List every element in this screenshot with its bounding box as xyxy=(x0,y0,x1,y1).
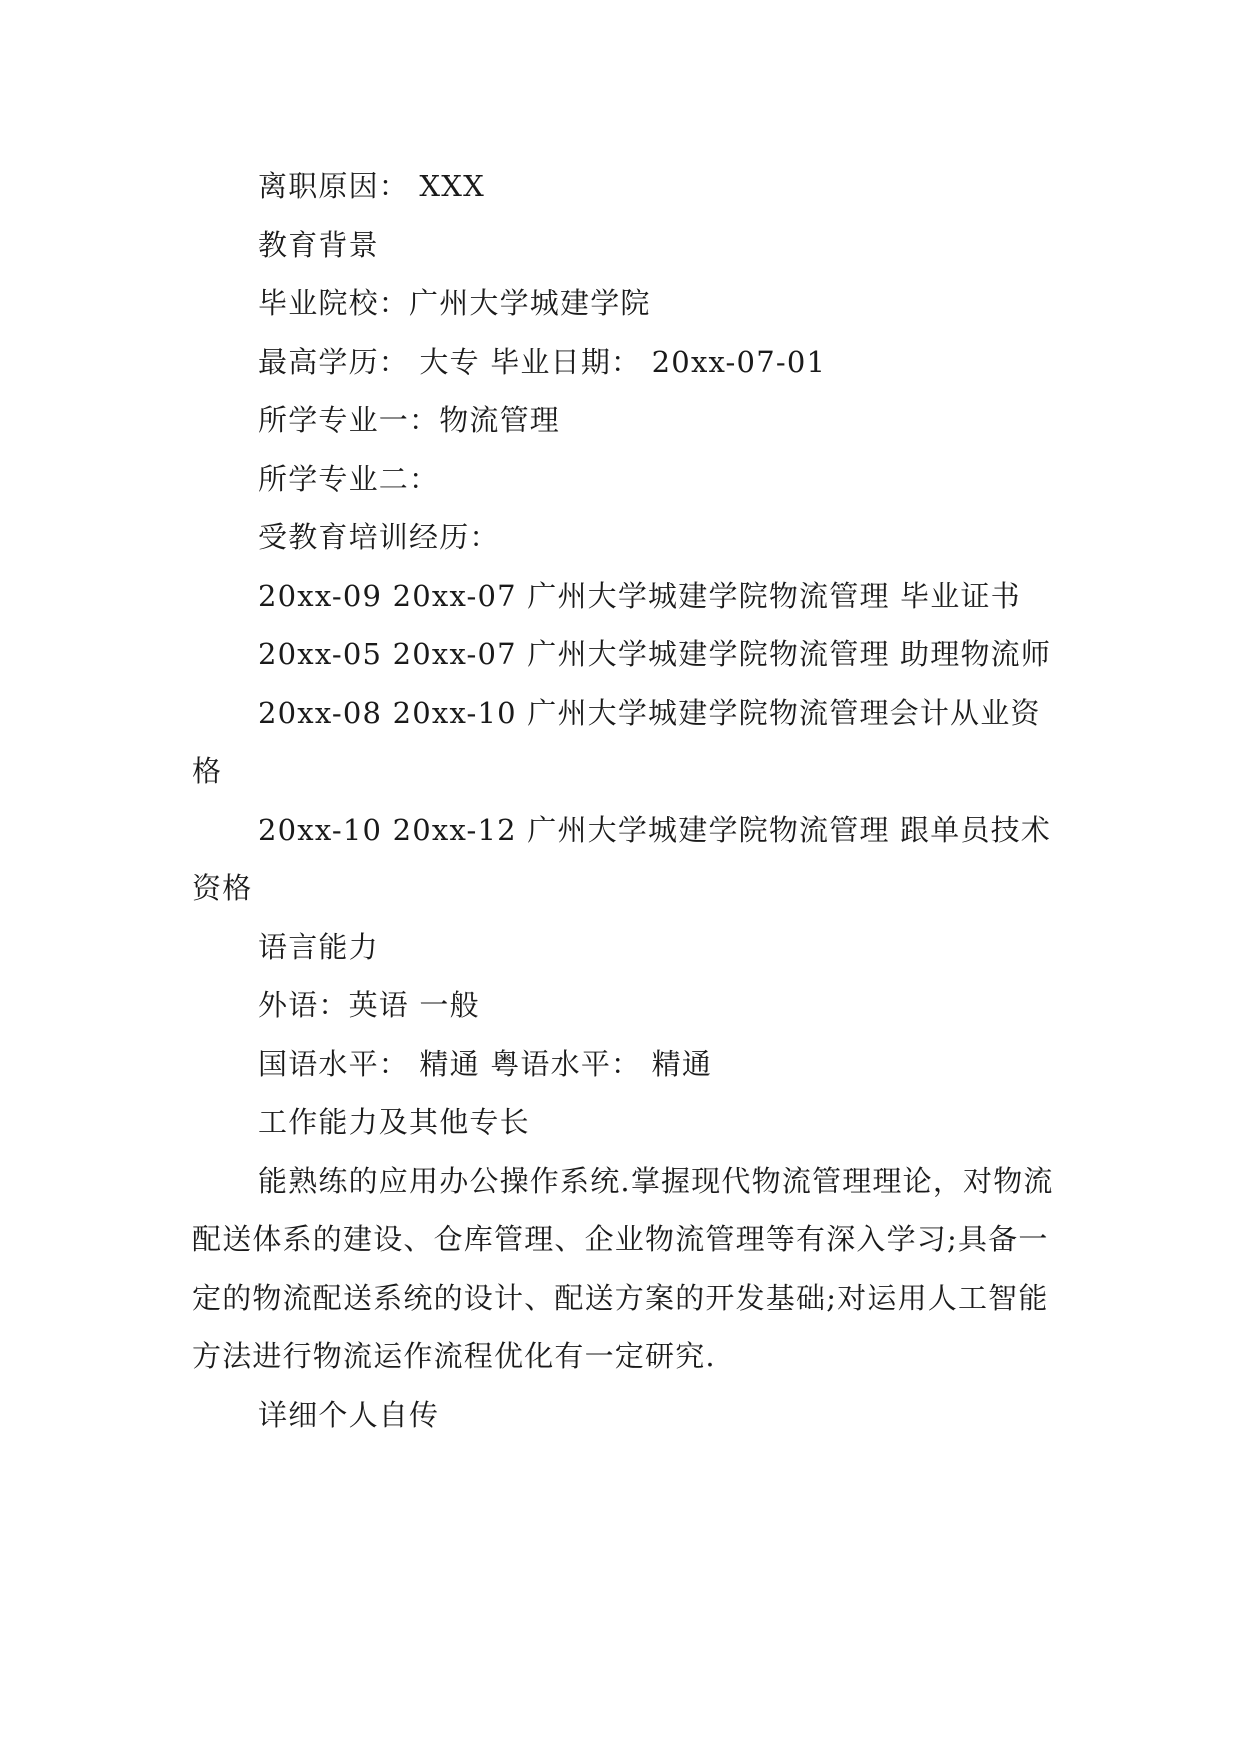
section-heading-autobiography: 详细个人自传 xyxy=(258,1397,440,1432)
major-one: 所学专业一：物流管理 xyxy=(258,403,561,437)
training-heading: 受教育培训经历： xyxy=(258,520,500,554)
resignation-reason: 离职原因： XXX xyxy=(258,169,485,203)
major-two: 所学专业二： xyxy=(258,461,440,496)
training-entry: 20xx-10 20xx-12 广州大学城建学院物流管理 跟单员技术资格 xyxy=(192,812,1052,905)
skills-description: 能熟练的应用办公操作系统.掌握现代物流管理理论，对物流配送体系的建设、仓库管理、企业物流管理等有深入学习;具备一定的物流配送系统的设计、配送方案的开发基础;对运用人工智能方法进行物流运作流程优化有一定研究. xyxy=(192,1163,1054,1373)
training-entry: 20xx-05 20xx-07 广州大学城建学院物流管理 助理物流师 xyxy=(258,637,1052,671)
section-heading-language: 语言能力 xyxy=(258,929,379,964)
training-entry: 20xx-09 20xx-07 广州大学城建学院物流管理 毕业证书 xyxy=(258,578,1021,613)
highest-degree: 最高学历： 大专 毕业日期： 20xx-07-01 xyxy=(258,344,827,379)
mandarin-cantonese-level: 国语水平： 精通 粤语水平： 精通 xyxy=(258,1046,713,1081)
document-body xyxy=(192,157,1062,1444)
training-entry: 20xx-08 20xx-10 广州大学城建学院物流管理会计从业资格 xyxy=(192,695,1041,788)
graduated-school: 毕业院校：广州大学城建学院 xyxy=(258,286,651,320)
section-heading-education: 教育背景 xyxy=(258,227,379,262)
section-heading-skills: 工作能力及其他专长 xyxy=(258,1105,530,1139)
foreign-language: 外语：英语 一般 xyxy=(258,988,480,1022)
